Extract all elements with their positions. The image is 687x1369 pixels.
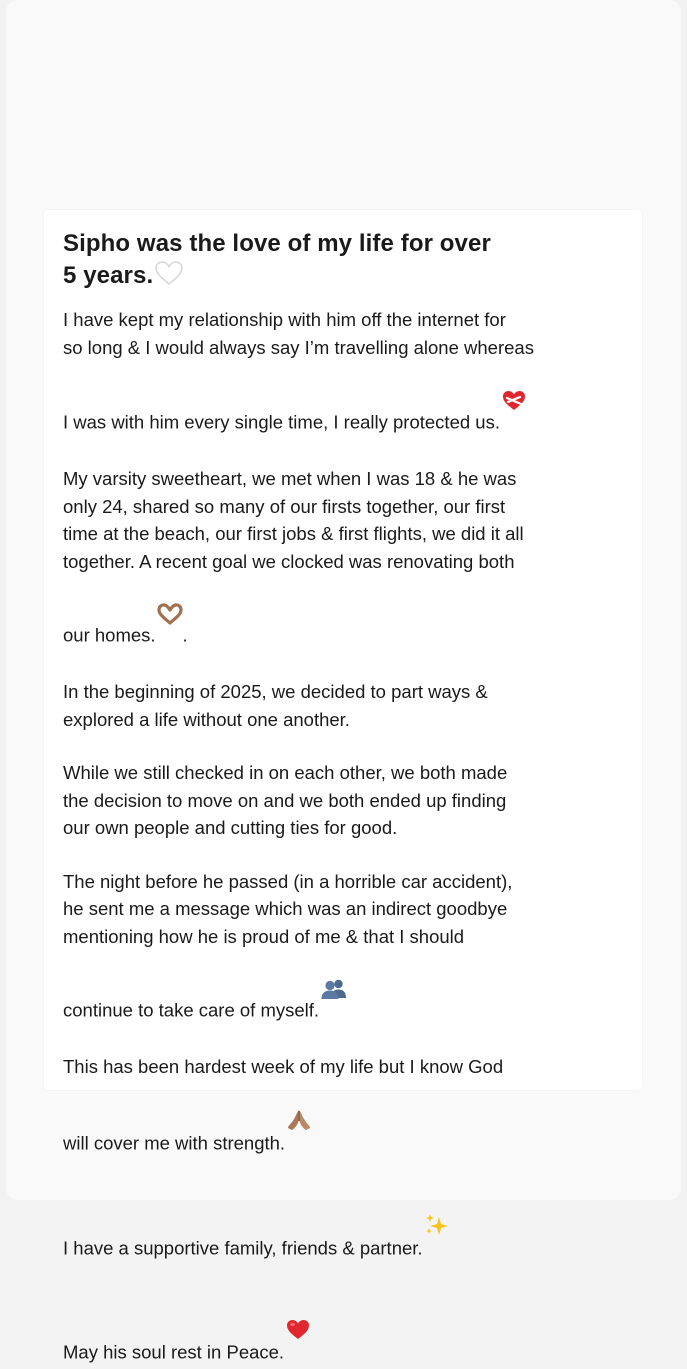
- paragraph-1-text: I have kept my relationship with him off the internet for so long & I would always say I’m travelling alone whereas I was with him every single time, I really protected us.: [63, 309, 534, 433]
- mending-heart-icon: [501, 361, 527, 439]
- red-heart-icon: [285, 1291, 311, 1369]
- paragraph-8: [63, 1291, 633, 1369]
- paragraph-2-suffix: .: [182, 624, 188, 646]
- paragraph-1: [63, 306, 633, 439]
- paragraph-4: [63, 759, 633, 842]
- paragraph-8-text: May his soul rest in Peace.: [63, 1341, 285, 1362]
- post-title: [63, 228, 633, 292]
- paragraph-5: [63, 868, 633, 1028]
- white-heart-icon: [154, 260, 184, 286]
- post-content: [63, 228, 633, 1369]
- post-title-line1: Sipho was the love of my life for over: [63, 230, 491, 257]
- paragraph-3-text: In the beginning of 2025, we decided to part ways & explored a life without one another.: [63, 681, 488, 730]
- paragraph-2: [63, 465, 633, 652]
- paragraph-6: [63, 1053, 633, 1160]
- paragraph-3: [63, 678, 633, 733]
- paragraph-7: [63, 1186, 633, 1265]
- paragraph-4-text: While we still checked in on each other, we both made the decision to move on and we both ended up finding our own people and cutting ties for good.: [63, 762, 508, 838]
- paragraph-5-text: The night before he passed (in a horrible car accident), he sent me a message which was an indirect goodbye mentioning how he is proud of me & that I should continue to take care of myself.: [63, 870, 513, 1021]
- paragraph-7-text: I have a supportive family, friends & partner.: [63, 1237, 423, 1258]
- praying-hands-icon: [286, 1081, 312, 1160]
- people-silhouette-icon: [320, 950, 348, 1027]
- paragraph-2-text: My varsity sweetheart, we met when I was 18 & he was only 24, shared so many of our firsts together, our first time at the beach, our first jobs & first flights, we did it all together. A recent goal we clocked was renovating both our homes.: [63, 468, 524, 646]
- sparkles-icon: [424, 1186, 450, 1265]
- heart-hands-icon: [157, 575, 183, 652]
- paragraph-6-text: This has been hardest week of my life but I know God will cover me with strength.: [63, 1056, 504, 1153]
- post-title-line2: 5 years.: [63, 262, 154, 289]
